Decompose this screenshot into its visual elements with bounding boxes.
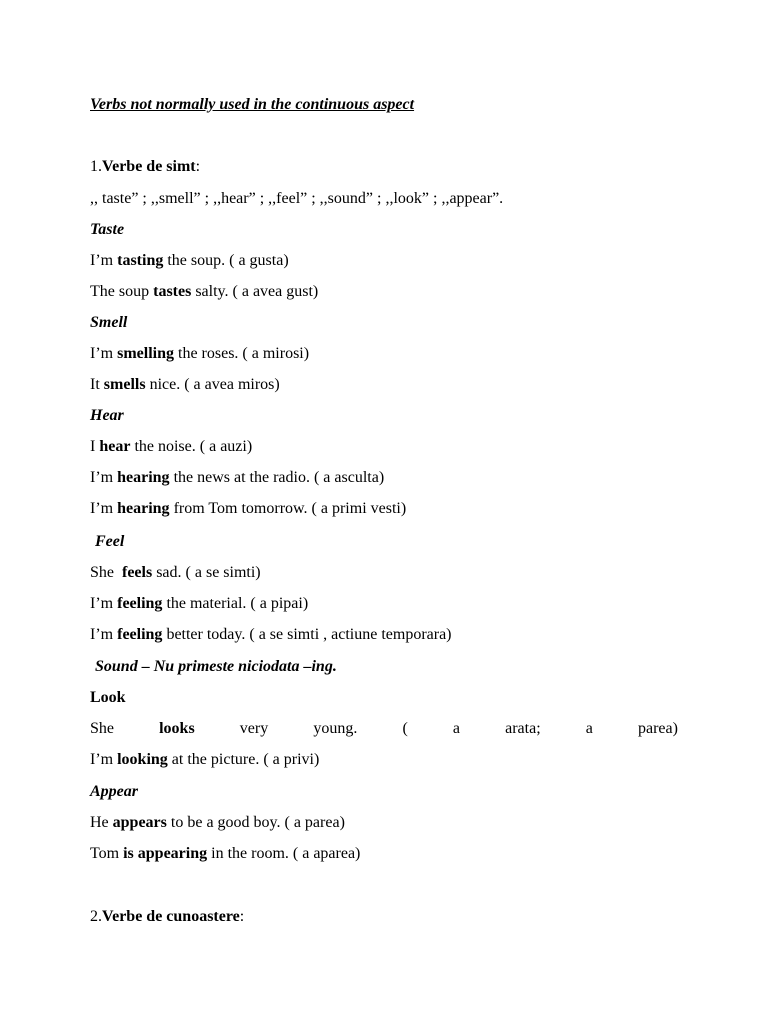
section-number: 1. bbox=[90, 158, 102, 175]
subheading-look: Look bbox=[90, 689, 126, 706]
section-heading-2: 2.Verbe de cunoastere: bbox=[90, 908, 245, 925]
example-sentence: I’m tasting the soup. ( a gusta) bbox=[90, 252, 289, 269]
subheading-taste: Taste bbox=[90, 221, 125, 238]
document-title: Verbs not normally used in the continuous aspect bbox=[90, 96, 415, 113]
example-sentence: He appears to be a good boy. ( a parea) bbox=[90, 814, 345, 831]
subheading-sound: Sound – Nu primeste niciodata –ing. bbox=[95, 658, 337, 675]
subheading-appear: Appear bbox=[90, 783, 138, 800]
example-sentence: The soup tastes salty. ( a avea gust) bbox=[90, 283, 319, 300]
example-sentence: It smells nice. ( a avea miros) bbox=[90, 376, 280, 393]
section-name: Verbe de cunoastere bbox=[102, 908, 240, 925]
example-sentence: I’m hearing from Tom tomorrow. ( a primi vesti) bbox=[90, 500, 407, 517]
subheading-feel: Feel bbox=[95, 533, 125, 550]
subheading-hear: Hear bbox=[90, 407, 124, 424]
section-name: Verbe de simt bbox=[102, 158, 196, 175]
example-sentence: I’m looking at the picture. ( a privi) bbox=[90, 751, 320, 768]
example-sentence: I’m hearing the news at the radio. ( a asculta) bbox=[90, 469, 385, 486]
subheading-smell: Smell bbox=[90, 314, 128, 331]
example-sentence: I’m feeling better today. ( a se simti , actiune temporara) bbox=[90, 626, 452, 643]
example-sentence: I’m smelling the roses. ( a mirosi) bbox=[90, 345, 310, 362]
verb-list: ,, taste” ; ,,smell” ; ,,hear” ; ,,feel” ; ,,sound” ; ,,look” ; ,,appear”. bbox=[90, 190, 504, 207]
example-sentence: I hear the noise. ( a auzi) bbox=[90, 438, 253, 455]
example-sentence: She feels sad. ( a se simti) bbox=[90, 564, 261, 581]
section-number: 2. bbox=[90, 908, 102, 925]
example-sentence-justified: She looks very young. ( a arata; a parea) bbox=[90, 720, 678, 737]
section-heading-1: 1.Verbe de simt: bbox=[90, 158, 201, 175]
example-sentence: Tom is appearing in the room. ( a aparea) bbox=[90, 845, 361, 862]
example-sentence: I’m feeling the material. ( a pipai) bbox=[90, 595, 309, 612]
